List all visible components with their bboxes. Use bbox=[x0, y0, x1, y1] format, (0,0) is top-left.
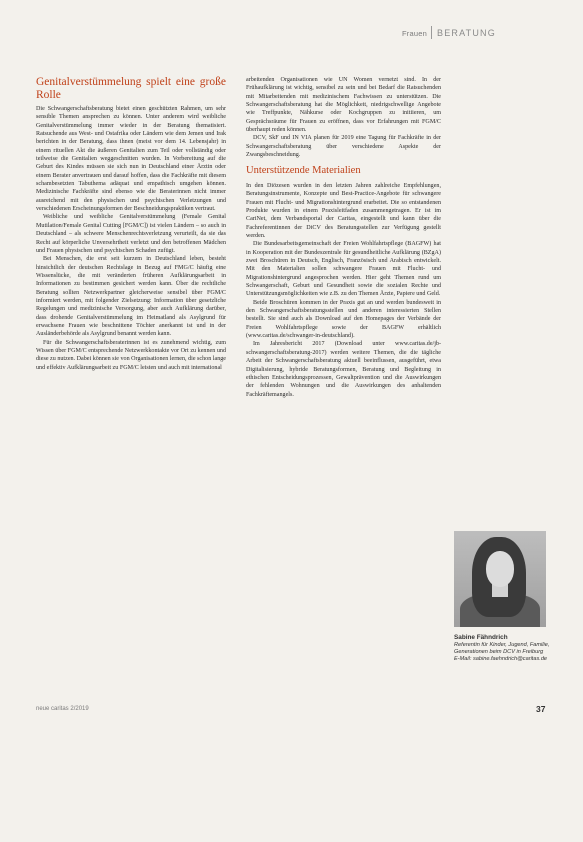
header-divider bbox=[431, 26, 432, 39]
author-email: E-Mail: sabine.faehndrich@caritas.de bbox=[454, 656, 548, 663]
body-paragraph: Weibliche und weibliche Genitalverstümmelung (Female Genital Mutilation/Female Genital Cutting [FGM/C]) ist vielen Ländern – so auch in Deutschland – als schwere Menschenrechtsverletzung verurteilt, da sie das Recht auf körperliche Unversehrtheit verletzt und den betroffenen Mädchen und Frauen physischen und psychischen Schaden zufügt. bbox=[36, 214, 226, 254]
body-paragraph: In den Diözesen wurden in den letzten Jahren zahlreiche Empfehlungen, Beratungsinstrumente, Konzepte und Best-Practice-Angebote für schwangere Frauen mit Flucht- und Migrationshintergrund erarbeitet. Die so entstandenen Produkte wurden in einem Praxisleitfaden zusammengetragen. Er ist im CariNet, dem Verbandsportal der Caritas, eingestellt und kann über die Fachreferentinnen der DiCV des Beratungsstellen zur Verfügung gestellt werden. bbox=[246, 182, 441, 239]
body-paragraph: Beide Broschüren kommen in der Praxis gut an und werden bundesweit in den Schwangerschaftsberatungsstellen und anderen interessierten Stellen bestellt. Sie sind auch als Download auf den Homepages der Verbände der Freien Wohlfahrtspflege sowie der BAGFW erhältlich (www.caritas.de/schwanger-in-deutschland). bbox=[246, 299, 441, 340]
body-paragraph: Bei Menschen, die erst seit kurzem in Deutschland leben, besteht hinsichtlich der deutschen Rechtslage in Bezug auf FMG/C häufig eine Wissenslücke, die mit veränderten früheren Aufklärungsarbeit in Informationen zu bestimmen gesichert werden kann. Über die rechtliche Beratung sollten Netzwerkpartner gleicherweise sensibel über FGM/C informiert werden, mit folgender Zielsetzung: Information über gesetzliche Regelungen und medizinische Versorgung, aber auch Aufklärung darüber, dass drohende Genitalverstümmelung im Heimatland als Asylgrund für erwachsene Frauen wie beschnittene Töchter anerkannt ist und in der Ausländerbehörde als Asylgrund benannt werden kann. bbox=[36, 256, 226, 338]
body-paragraph: Die Bundesarbeitsgemeinschaft der Freien Wohlfahrtspflege (BAGFW) hat in Kooperation mit der Bundeszentrale für gesundheitliche Aufklärung (BZgA) zwei Broschüren in Deutsch, Englisch, Französisch und Arabisch entwickelt. Mit den Materialien sollen schwangere Frauen mit Flucht- und Migrationshintergrund angesprochen werden. Hier geht Themen rund um Schwangerschaft, Geburt und Gesundheit sowie die sozialen Rechte und Unterstützungsmöglichkeiten wie z.B. zu den Themen Ärzte, Papiere und Geld. bbox=[246, 241, 441, 298]
header-title: BERATUNG bbox=[437, 28, 496, 38]
page-number: 37 bbox=[536, 704, 546, 714]
right-column bbox=[246, 76, 441, 399]
author-photo bbox=[454, 531, 546, 627]
body-paragraph: Im Jahresbericht 2017 (Download unter www.caritas.de/jb-schwangerschaftsberatung-2017) werden weitere Themen, die die tägliche Arbeit der Schwangerschaftsberatung aktuell beeinflussen, ausgeführt, etwa Digitalisierung, hybride Beratungsformen, Beratung und Begleitung in ethischen Entscheidungsprozessen, Gewaltprävention und die Auswirkungen der fehlenden Wohnungen und die Auswirkungen des anhaltenden Fachkräftemangels. bbox=[246, 341, 441, 398]
author-name: Sabine Fähndrich bbox=[454, 634, 508, 641]
section-heading-materials: Unterstützende Materialien bbox=[246, 165, 361, 177]
body-paragraph: DCV, SkF und IN VIA planen für 2019 eine Tagung für Fachkräfte in der Schwangerschaftsberatung über verschiedene Aspekte der Zwangsbeschneidung. bbox=[246, 135, 441, 159]
body-paragraph: Für die Schwangerschaftsberaterinnen ist es zunehmend wichtig, zum Wissen über FGM/C entsprechende Netzwerkkontakte vor Ort zu kennen und diese zu nutzen. Dabei können sie von Organisationen lernen, die schon lange und effektiv Aufklärungsarbeit zu FGM/C leisten und auch mit international bbox=[36, 339, 226, 371]
footer-publication: neue caritas 2/2019 bbox=[36, 706, 89, 712]
section-heading-genital-mutilation: Genitalverstümmelung spielt eine große Rolle bbox=[36, 76, 226, 101]
author-role: Referentin für Kinder, Jugend, Familie, Generationen beim DCV in Freiburg bbox=[454, 642, 550, 656]
left-column bbox=[36, 76, 226, 372]
author-caption bbox=[454, 634, 554, 664]
body-paragraph: arbeitenden Organisationen wie UN Women vernetzt sind. In der Frühaufklärung ist wichtig, sensibel zu sein und bei Bedarf die Ratsuchenden mit Mitarbeitenden mit medizinischem Fachwissen zu unterstützen. Die Schwangerschaftsberatung hat die Möglichkeit, niedrigschwellige Angebote wie Treffpunkte, Nähkurse oder Kochgruppen zu initiieren, um Gesprächsräume für Frauen zu eröffnen, dass vor Erfahrungen mit FGM/C überhaupt reden können. bbox=[246, 77, 441, 134]
header-section: Frauen bbox=[402, 29, 427, 38]
body-paragraph: Die Schwangerschaftsberatung bietet einen geschützten Rahmen, um sehr sensible Themen ansprechen zu können. Unter anderem wird weibliche Genitalverstümmelung immer wieder in der Beratung thematisiert. Ratsuchende aus West- und Ostafrika oder Ländern wie dem Jemen und Irak berichten in der Beratung, dass ihnen (meist vor dem 14. Lebensjahr) in einem rituellen Akt die äußeren Genitalien zum Teil oder vollständig oder teilweise die Genitalien weggeschnitten wurden. In Vorbereitung auf die Geburt des Kindes müssen sie sich nun in Deutschland einer Ärztin oder einem Berater anvertrauen und darauf hoffen, dass die Fachkräfte mit diesem schambesetzten Tabuthema adäquat und empathisch umgehen können. Medizinische Fachkräfte sind ebenso wie die Beraterinnen nicht immer ausreichend mit den physischen und psychischen Verletzungen und verschiedenen Erscheinungsformen der Beschneidungspraktiken vertraut. bbox=[36, 106, 226, 213]
